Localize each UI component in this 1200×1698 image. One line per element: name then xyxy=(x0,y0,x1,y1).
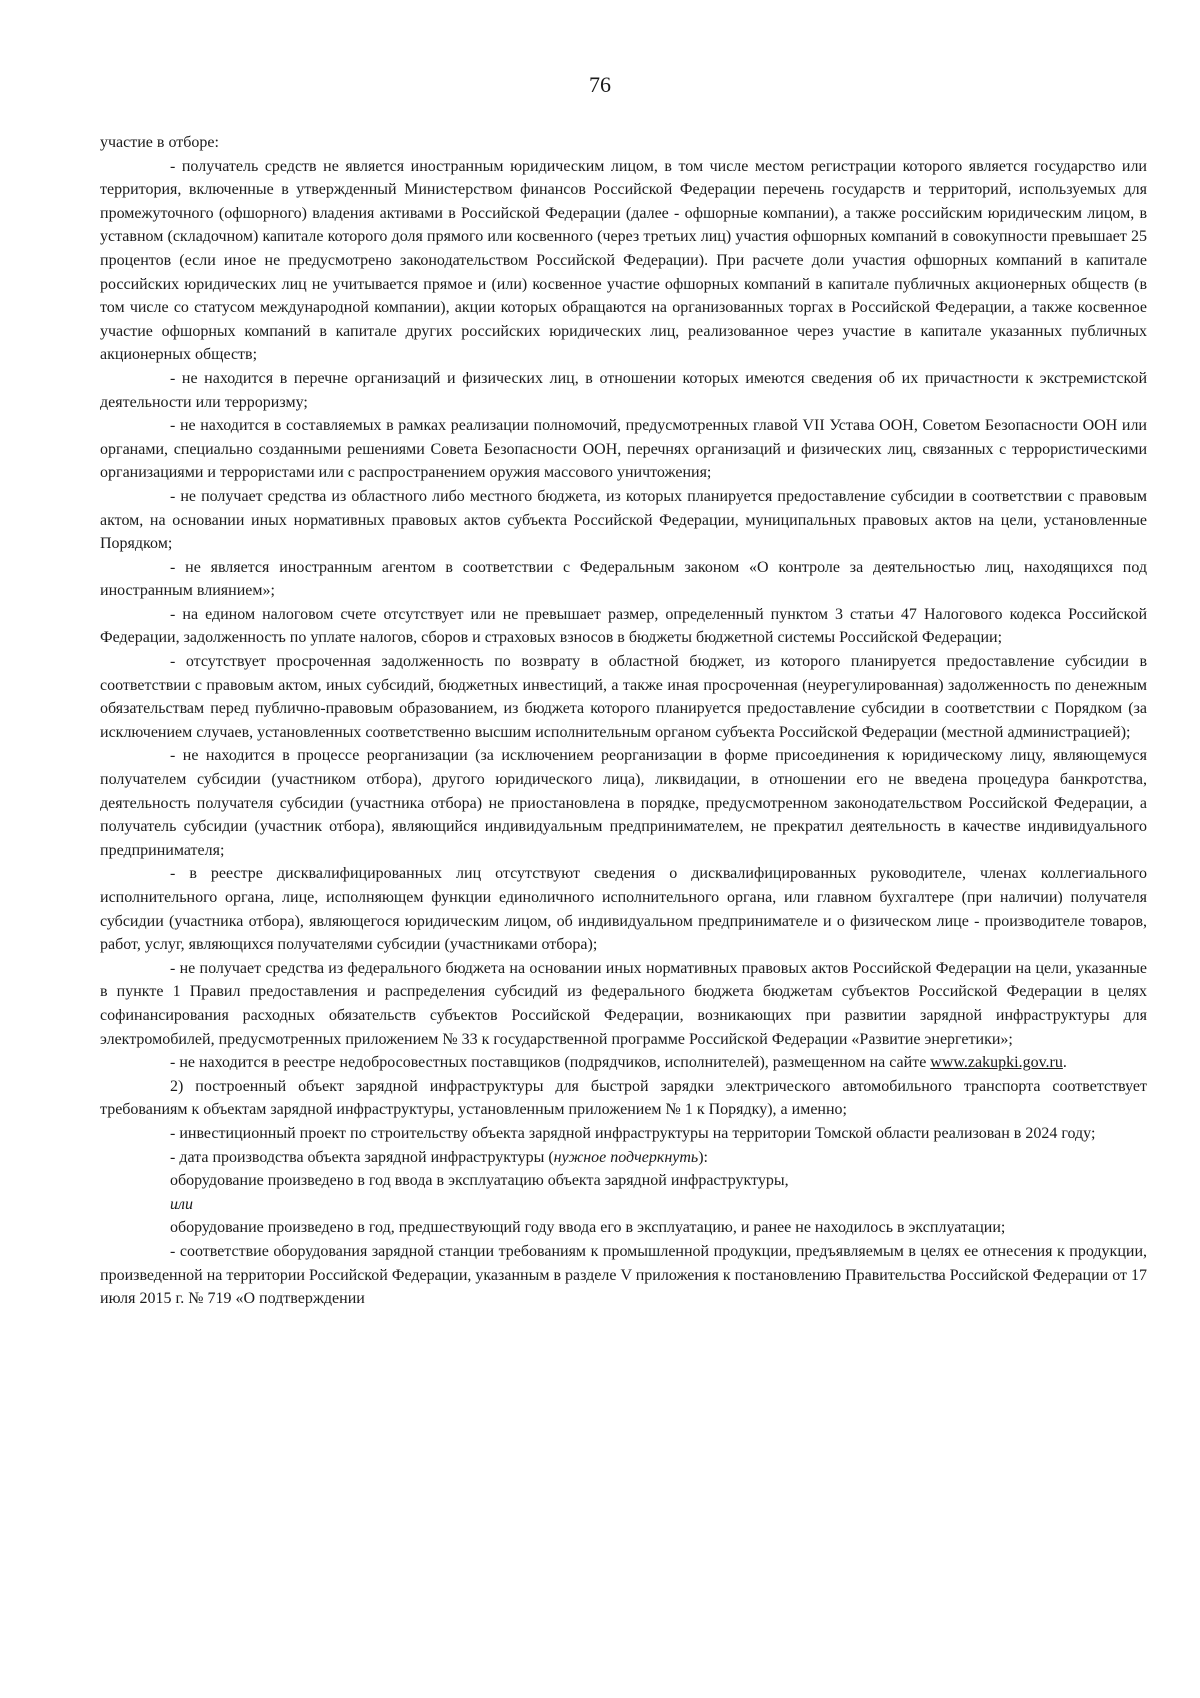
paragraph-option-1: оборудование произведено в год ввода в эксплуатацию объекта зарядной инфраструктуры, xyxy=(170,1172,789,1190)
paragraph-un-lists: - не находится в составляемых в рамках реализации полномочий, предусмотренных главой VII Устава ООН, Советом Безопасности ООН или органами, специально созданными решениями Совета Безопасности ООН, перечнях организаций и физических лиц, связанных с террористическими организациями и террористами или с распространением оружия массового уничтожения; xyxy=(100,417,1147,482)
paragraph-registry xyxy=(100,1051,1147,1075)
paragraph-or xyxy=(100,1193,1147,1217)
paragraph-regional-budget: - не получает средства из областного либо местного бюджета, из которых планируется предоставление субсидии в соответствии с правовым актом, на основании иных нормативных правовых актов субъекта Российской Федерации, муниципальных правовых актов на цели, установленные Порядком; xyxy=(100,487,1147,553)
paragraph-investment: - инвестиционный проект по строительству объекта зарядной инфраструктуры на территории Томской области реализован в 2024 году; xyxy=(170,1124,1096,1142)
paragraph-extremism: - не находится в перечне организаций и физических лиц, в отношении которых имеются сведения об их причастности к экстремистской деятельности или терроризму; xyxy=(100,369,1147,411)
paragraph-federal-budget: - не получает средства из федерального бюджета на основании иных нормативных правовых актов Российской Федерации на цели, указанные в пункте 1 Правил предоставления и распределения субсидий из федерального бюджета бюджетам субъектов Российской Федерации в целях софинансирования расходных обязательств субъектов Российской Федерации, возникающих при развитии зарядной инфраструктуры для электромобилей, предусмотренных приложением № 33 к государственной программе Российской Федерации «Развитие энергетики»; xyxy=(100,959,1147,1048)
paragraph-tax-account: - на едином налоговом счете отсутствует или не превышает размер, определенный пунктом 3 статьи 47 Налогового кодекса Российской Федерации, задолженность по уплате налогов, сборов и страховых взносов в бюджеты бюджетной системы Российской Федерации; xyxy=(100,605,1147,647)
paragraph-foreign-agent: - не является иностранным агентом в соответствии с Федеральным законом «О контроле за деятельностью лиц, находящихся под иностранным влиянием»; xyxy=(100,558,1147,600)
paragraph-item-2: 2) построенный объект зарядной инфраструктуры для быстрой зарядки электрического автомобильного транспорта соответствует требованиям к объектам зарядной инфраструктуры, установленным приложением № 1 к Порядку), а именно; xyxy=(100,1077,1147,1119)
production-date-note: нужное подчеркнуть xyxy=(553,1148,699,1166)
paragraph-overdue-debt: - отсутствует просроченная задолженность по возврату в областной бюджет, из которого планируется предоставление субсидии в соответствии с правовым актом, иных субсидий, бюджетных инвестиций, а также иная просроченная (неурегулированная) задолженность по денежным обязательствам перед публично-правовым образованием, из бюджета которого планируется предоставление субсидии в соответствии с Порядком (за исключением случаев, установленных соответственно высшим исполнительным органом субъекта Российской Федерации (местной администрацией); xyxy=(100,653,1147,741)
paragraph-production-date xyxy=(100,1146,1147,1170)
paragraph-disqualified: - в реестре дисквалифицированных лиц отсутствуют сведения о дисквалифицированных руководителе, членах коллегиального исполнительного органа, лице, исполняющем функции единоличного исполнительного органа, или главном бухгалтере (при наличии) получателя субсидии (участника отбора), являющегося юридическим лицом, об индивидуальном предпринимателе и о физическом лице - производителе товаров, работ, услуг, являющихся получателями субсидии (участниками отбора); xyxy=(100,865,1147,954)
paragraph-intro: участие в отборе: xyxy=(100,134,219,151)
document-body xyxy=(100,131,1147,1311)
paragraph-offshore: - получатель средств не является иностранным юридическим лицом, в том числе местом регистрации которого является государство или территория, включенные в утвержденный Министерством финансов Российской Федерации перечень государств и территорий, используемых для промежуточного (офшорного) владения активами в Российской Федерации (далее - офшорные компании), а также российским юридическим лицом, в уставном (складочном) капитале которого доля прямого или косвенного (через третьих лиц) участия офшорных компаний в совокупности превышает 25 процентов (если иное не предусмотрено законодательством Российской Федерации). При расчете доли участия офшорных компаний в капитале российских юридических лиц не учитывается прямое и (или) косвенное участие офшорных компаний в капитале публичных акционерных обществ (в том числе со статусом международной компании), акции которых обращаются на организованных торгах в Российской Федерации, а также косвенное участие офшорных компаний в капитале других российских юридических лиц, реализованное через участие в капитале указанных публичных акционерных обществ; xyxy=(100,157,1147,364)
registry-text: - не находится в реестре недобросовестных поставщиков (подрядчиков, исполнителей), размещенном на сайте xyxy=(170,1054,931,1072)
paragraph-compliance: - соответствие оборудования зарядной станции требованиям к промышленной продукции, предъявляемым в целях ее отнесения к продукции, произведенной на территории Российской Федерации, указанным в разделе V приложения к постановлению Правительства Российской Федерации от 17 июля 2015 г. № 719 «О подтверждении xyxy=(100,1242,1147,1308)
registry-suffix: . xyxy=(1062,1054,1067,1072)
production-date-text: - дата производства объекта зарядной инфраструктуры ( xyxy=(170,1148,554,1166)
or-word: или xyxy=(170,1195,193,1213)
paragraph-option-2: оборудование произведено в год, предшествующий году ввода его в эксплуатацию, и ранее не находилось в эксплуатации; xyxy=(170,1219,1006,1237)
production-date-suffix: ): xyxy=(698,1148,708,1166)
paragraph-reorganization: - не находится в процессе реорганизации (за исключением реорганизации в форме присоединения к юридическому лицу, являющемуся получателем субсидии (участником отбора), другого юридического лица), ликвидации, в отношении его не введена процедура банкротства, деятельность получателя субсидии (участника отбора) не приостановлена в порядке, предусмотренном законодательством Российской Федерации, а получатель субсидии (участник отбора), являющийся индивидуальным предпринимателем, не прекратил деятельность в качестве индивидуального предпринимателя; xyxy=(100,747,1147,859)
page-number: 76 xyxy=(589,72,611,97)
zakupki-link[interactable]: www.zakupki.gov.ru xyxy=(930,1054,1063,1072)
